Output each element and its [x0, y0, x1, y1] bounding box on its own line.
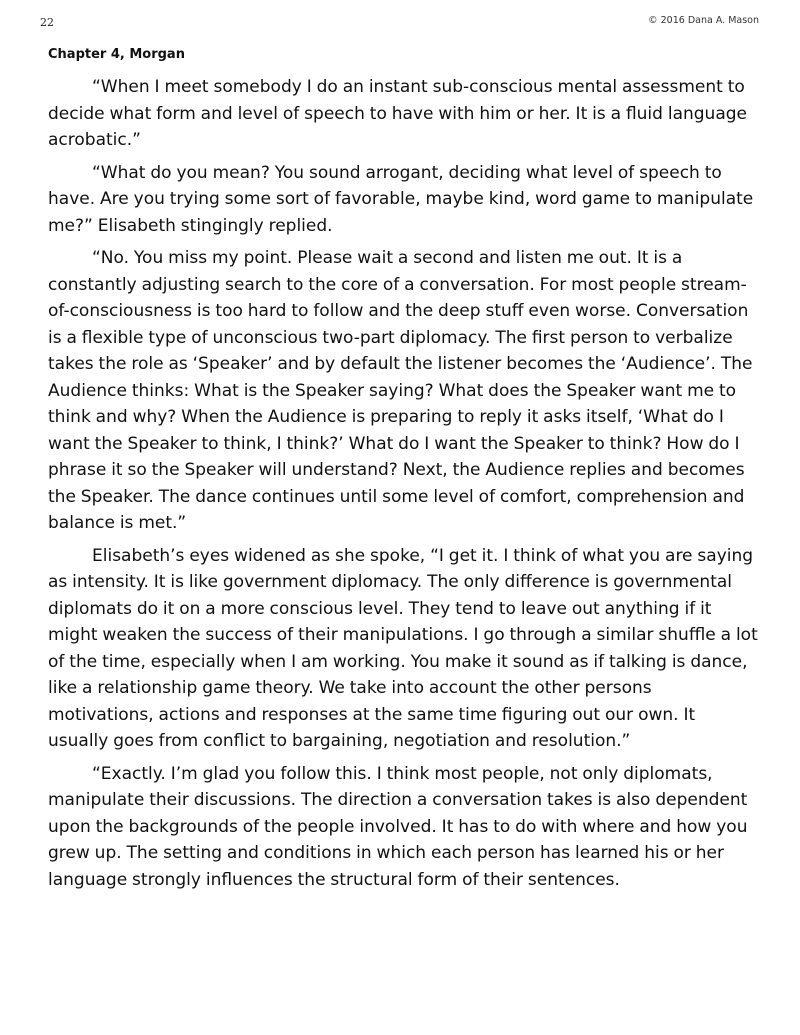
page-number: 22 — [40, 16, 54, 29]
paragraph-3: “No. You miss my point. Please wait a second and listen me out. It is a constantly adjusting search to the core of a conversation. For most people stream-of-consciousness is too hard to follow and the deep stuff even worse. Conversation is a flexible type of unconscious two-part diplomacy. The first person to verbalize takes the role as ‘Speaker’ and by default the listener becomes the ‘Audience’. The Audience thinks: What is the Speaker saying? What does the Speaker want me to think and why? When the Audience is preparing to reply it asks itself, ‘What do I want the Speaker to think, I think?’ What do I want the Speaker to think? How do I phrase it so the Speaker will understand? Next, the Audience replies and becomes the Speaker. The dance continues until some level of comfort, comprehension and balance is met.” — [48, 248, 753, 533]
paragraph-5: “Exactly. I’m glad you follow this. I think most people, not only diplomats, manipulate their discussions. The direction a conversation takes is also dependent upon the backgrounds of the people involved. It has to do with where and how you grew up. The setting and conditions in which each person has learned his or her language strongly influences the structural form of their sentences. — [48, 763, 748, 890]
copyright-notice: © 2016 Dana A. Mason — [648, 15, 759, 26]
page-header — [40, 12, 759, 32]
body-text — [48, 74, 760, 899]
paragraph-2: “What do you mean? You sound arrogant, deciding what level of speech to have. Are you trying some sort of favorable, maybe kind, word game to manipulate me?” Elisabeth stingingly replied. — [48, 162, 754, 236]
chapter-heading: Chapter 4, Morgan — [48, 47, 185, 62]
paragraph-1: “When I meet somebody I do an instant sub-conscious mental assessment to decide what form and level of speech to have with him or her. It is a fluid language acrobatic.” — [48, 77, 747, 150]
paragraph-4: Elisabeth’s eyes widened as she spoke, “I get it. I think of what you are saying as intensity. It is like government diplomacy. The only difference is governmental diplomats do it on a more conscious level. They tend to leave out anything if it might weaken the success of their manipulations. I go through a similar shuffle a lot of the time, especially when I am working. You make it sound as if talking is dance, like a relationship game theory. We take into account the other persons motivations, actions and responses at the same time figuring out our own. It usually goes from conflict to bargaining, negotiation and resolution.” — [48, 545, 758, 751]
